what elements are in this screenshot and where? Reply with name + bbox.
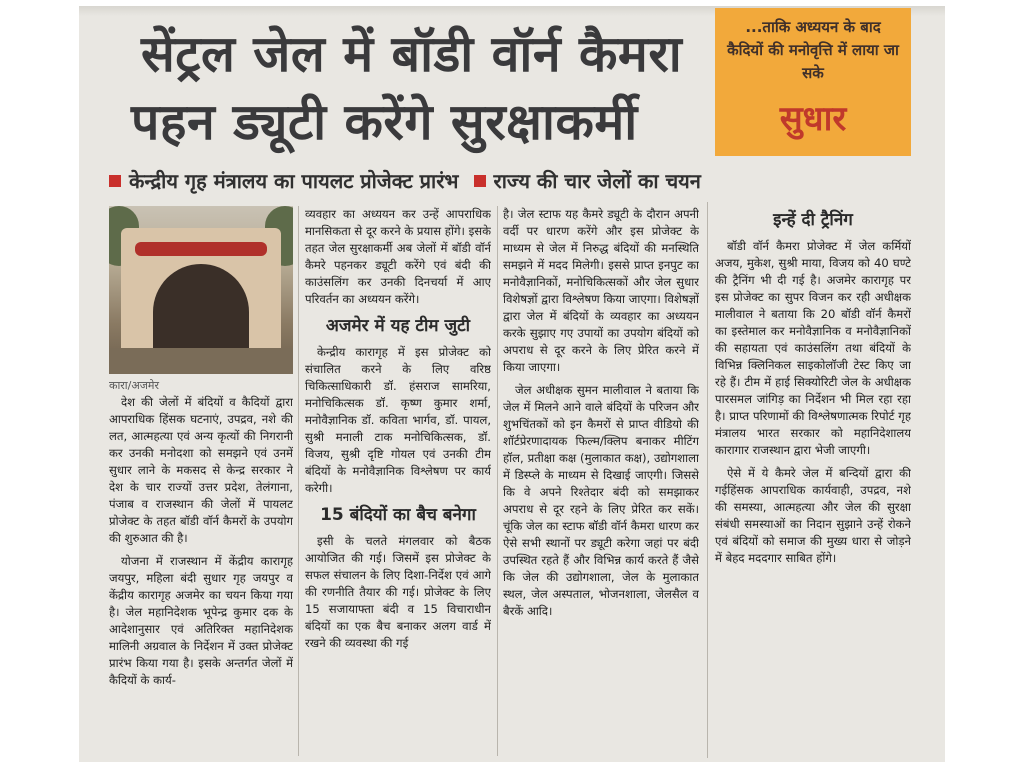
headline-line-2: पहन ड्यूटी करेंगे सुरक्षाकर्मी — [131, 93, 638, 151]
paragraph: केन्द्रीय कारागृह में इस प्रोजेक्ट को संचालित करने के लिए वरिष्ठ चिकित्साधिकारी डॉ. हंसराज सामरिया, मनोचिकित्सक डॉ. कृष्ण कुमार शर्मा, मनोवैज्ञानिक डॉ. कविता भार्गव, डॉ. पायल, सुश्री मनाली टाक मनोचिकित्सक, डॉ. विजय, सुश्री दृष्टि गोयल एवं उनकी टीम बंदियों के मनोवैज्ञानिक विश्लेषण पर कार्य करेगी। — [305, 345, 491, 495]
subhead-bar — [109, 166, 899, 196]
paragraph: इसी के चलते मंगलवार को बैठक आयोजित की गई। जिसमें इस प्रोजेक्ट के सफल संचालन के लिए दिशा-निर्देश एवं आगे की रणनीति तैयार की गई। प्रोजेक्ट के लिए 15 सजायाफ्ता बंदी व 15 विचाराधीन बंदियों का एक बैच बनाकर अलग वार्ड में रखने की व्यवस्था की गई — [305, 534, 491, 650]
section-heading-training: इन्हें दी ट्रैनिंग — [773, 210, 853, 230]
jail-gate-photo — [109, 206, 293, 374]
subhead-1: केन्द्रीय गृह मंत्रालय का पायलट प्रोजेक्ट प्रारंभ — [129, 169, 459, 193]
headline-line-1: सेंट्रल जेल में बॉडी वॉर्न कैमरा — [141, 25, 683, 83]
photo-caption: कारा/अजमेर — [109, 379, 159, 392]
promo-text: ...ताकि अध्ययन के बाद कैदियों की मनोवृत्ति में लाया जा सके — [727, 18, 899, 82]
paragraph: व्यवहार का अध्ययन कर उन्हें आपराधिक मानसिकता से दूर करने के प्रयास होंगे। इसके तहत जेल सुरक्षाकर्मी अब जेलों में बॉडी वॉर्न कैमरे पहनकर ड्यूटी करेंगे एवं बंदी की काउंसलिंग कर उनकी दिनचर्या में आए परिवर्तन का अध्ययन करेंगे। — [305, 207, 491, 306]
photo-sign — [135, 242, 267, 256]
promo-box — [715, 8, 911, 156]
paragraph: योजना में राजस्थान में केंद्रीय कारागृह जयपुर, महिला बंदी सुधार गृह जयपुर व केंद्रीय कारागृह अजमेर का चयन किया गया है। जेल महानिदेशक भूपेन्द्र कुमार दक के आदेशानुसार एवं अतिरिक्त महानिदेशक मालिनी अग्रवाल के निर्देशन में उक्त प्रोजेक्ट प्रारंभ किया गया है। इसके अन्तर्गत जेलों में कैदियों के कार्य- — [109, 554, 293, 687]
article-column-2 — [305, 206, 491, 756]
article-column-4 — [715, 202, 911, 758]
newspaper-clipping — [79, 6, 945, 762]
column-divider — [298, 206, 299, 756]
promo-word: सुधार — [779, 99, 847, 139]
paragraph: जेल अधीक्षक सुमन मालीवाल ने बताया कि जेल में मिलने आने वाले बंदियों के परिजन और शुभचिंतकों को इन कैमरों से प्राप्त वीडियो की शॉर्टप्रेरणादायक फिल्म/क्लिप बनाकर मीटिंग हॉल, प्रतीक्षा कक्ष (मुलाकात कक्ष), उद्योगशाला में डिस्प्ले के माध्यम से दिखाई जाएगी। जिससे कि वे अपने रिश्तेदार बंदी को समझाकर अपराध से दूर रहने के लिए प्रेरित कर सकें। चूंकि जेल का स्टाफ बॉडी वॉर्न कैमरा धारण कर ऐसे सभी स्थानों पर ड्यूटी करेगा जहां पर बंदी उपस्थित रहते हैं और विभिन्न कार्य करते हैं जैसे कि जेल की उद्योगशाला, जेल के मुलाकात स्थल, जेल अस्पताल, भोजनशाला, जेलसैल व बैरकें आदि। — [503, 383, 699, 618]
square-bullet-icon — [474, 175, 486, 187]
column-divider — [707, 202, 708, 758]
article-column-3 — [503, 206, 699, 756]
paragraph: देश की जेलों में बंदियों व कैदियों द्वारा आपराधिक हिंसक घटनाएं, उपद्रव, नशे की लत, आत्महत्या एवं अन्य कृत्यों की निगरानी कर उनकी मनोदशा को समझने एवं उनमें सुधार लाने के मकसद से केन्द्र सरकार ने देश के चार राज्यों उत्तर प्रदेश, तेलंगाना, पंजाब व राजस्थान की जेलों में पायलट प्रोजेक्ट के तहत बॉडी वॉर्न कैमरों के उपयोग की शुरुआत की है। — [109, 395, 293, 545]
paragraph: ऐसे में ये कैमरे जेल में बन्दियों द्वारा की गईहिंसक आपराधिक कार्यवाही, उपद्रव, नशे की समस्या, आत्महत्या और जेल की सुरक्षा संबंधी समस्याओं का निदान सुझाने उन्हें रोकने एवं बंदियों को समाज की मुख्य धारा से जोड़ने में बेहद मददगार साबित होंगे। — [715, 466, 911, 565]
paragraph: बॉडी वॉर्न कैमरा प्रोजेक्ट में जेल कर्मियों अजय, मुकेश, सुश्री माया, विजय को 40 घण्टे की ट्रैनिंग भी दी गई है। अजमेर कारागृह पर इस प्रोजेक्ट का सुपर विजन कर रही अधीक्षक मालीवाल ने बताया कि 20 बॉडी वॉर्न कैमरों का इस्तेमाल कर मनोवैज्ञानिक व मनोवैज्ञानिकों की सहायता एवं काउंसलिंग तथा बंदियों के विभिन्न क्लिनिकल साइकोलॉजी टेस्ट किए जा रहे हैं। टीम में हाई सिक्योरिटी जेल के अधीक्षक पारसमल जांगिड़ का निर्देशन भी मिल रहा रहा है। प्राप्त परिणामों की विश्लेषणात्मक रिपोर्ट गृह मंत्रालय भारत सरकार को महानिदेशालय कारागार राजस्थान द्वारा भेजी जाएगी। — [715, 239, 911, 457]
square-bullet-icon — [109, 175, 121, 187]
section-heading-team: अजमेर में यह टीम जुटी — [325, 316, 471, 336]
paragraph: है। जेल स्टाफ यह कैमरे ड्यूटी के दौरान अपनी वर्दी पर धारण करेंगे और इस प्रोजेक्ट के माध्यम से जेल में निरुद्ध बंदियों की मनस्थिति समझने में मदद मिलेगी। इससे प्राप्त इनपुट का मनोवैज्ञानिकों, मनोचिकित्सकों और जेल सुधार विशेषज्ञों द्वारा विश्लेषण किया जाएगा। विशेषज्ञों द्वारा जेल में बंदियों के व्यवहार का अध्ययन करके सुझाए गए उपायों का उपयोग बंदियों को अपराध से दूर करने के लिए प्रेरित करने में किया जाएगा। — [503, 207, 699, 374]
section-heading-batch: 15 बंदियों का बैच बनेगा — [320, 505, 476, 525]
photo-ground — [109, 348, 293, 374]
article-column-1 — [109, 394, 293, 760]
subhead-2: राज्य की चार जेलों का चयन — [493, 169, 701, 193]
column-divider — [497, 206, 498, 756]
